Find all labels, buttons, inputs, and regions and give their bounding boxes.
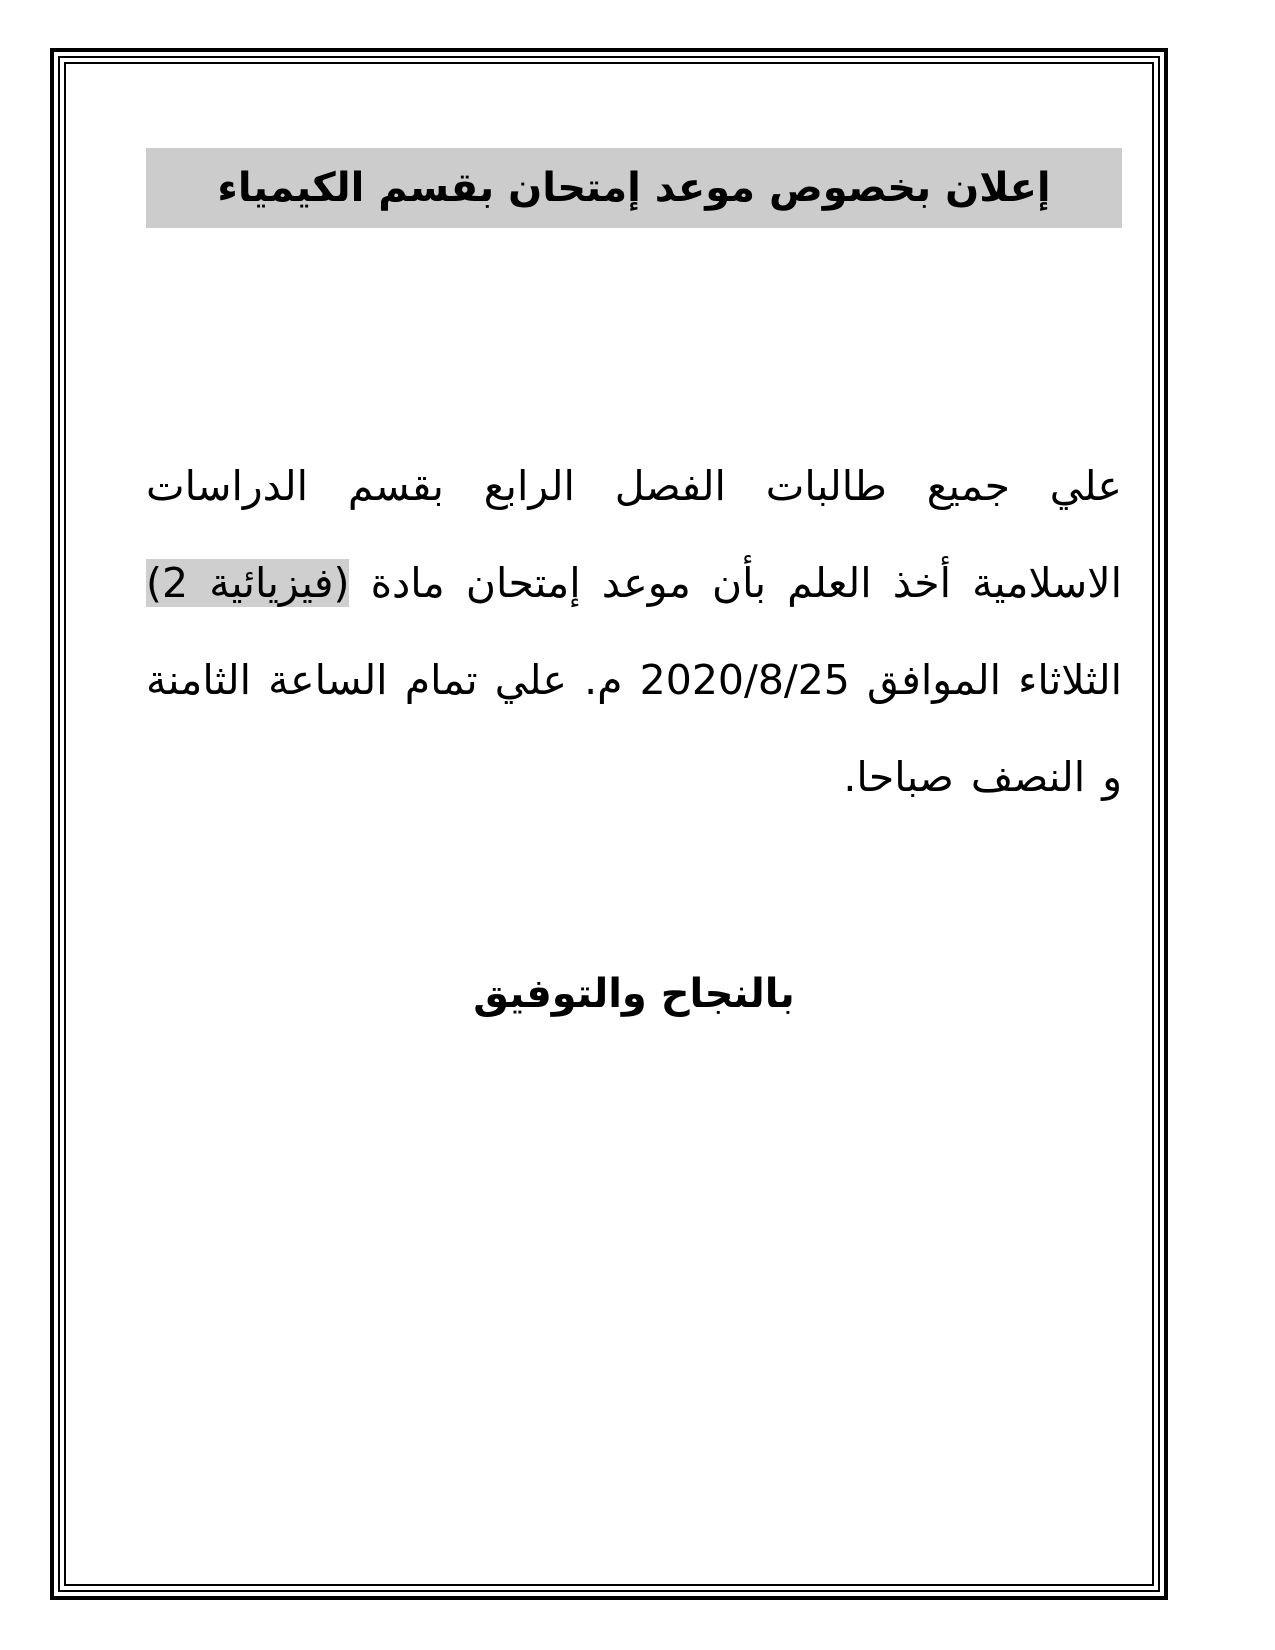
highlighted-course-name: (فيزيائية 2) — [146, 559, 350, 607]
document-title: إعلان بخصوص موعد إمتحان بقسم الكيمياء — [217, 165, 1051, 211]
body-text-details: الثلاثاء الموافق 2020/8/25 م. علي تمام الساعة الثامنة و النصف صباحا. — [146, 656, 1122, 801]
closing-wishes: بالنجاح والتوفيق — [473, 971, 795, 1017]
announcement-body — [146, 438, 1122, 826]
body-text-intro: علي جميع طالبات الفصل الرابع بقسم الدراسات الاسلامية أخذ العلم بأن موعد إمتحان مادة — [146, 462, 1122, 607]
title-banner — [146, 148, 1122, 228]
